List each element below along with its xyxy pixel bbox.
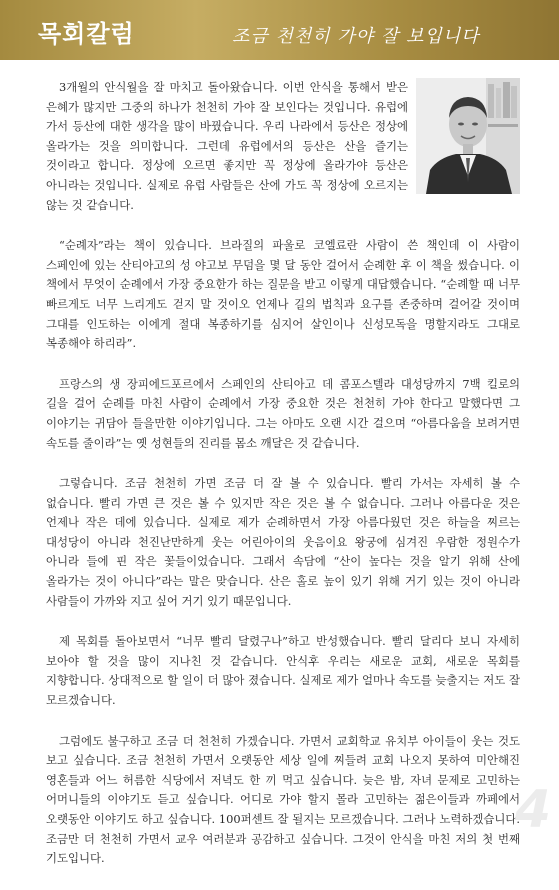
paragraph-2: “순례자”라는 책이 있습니다. 브라질의 파울로 코엘료란 사람이 쓴 책인데 이 사람이 스페인에 있는 산티아고의 성 야고보 무덤을 몇 달 동안 걸어서 순례한 후 이 책을 썼습니다. 이 책에서 무엇이 순례에서 가장 중요한가 하는 질문을 받고 이렇게 대답했습니다. “순례할 때 너무 빠르게도 너무 느리게도 걷지 말 것이오 언제나 길의 법칙과 요구를 존중하며 걸어갈 것이며 그대를 인도하는 이에게 절대 복종하기를 심지어 살인이나 신성모독을 명할지라도 그대로 복종해야 하리라”. xyxy=(46,238,520,351)
portrait-image xyxy=(416,78,520,194)
column-title: 목회칼럼 xyxy=(38,20,135,48)
article-body xyxy=(46,78,520,890)
paragraph-4: 그렇습니다. 조금 천천히 가면 조금 더 잘 볼 수 있습니다. 빨리 가서는 자세히 볼 수 없습니다. 빨리 가면 큰 것은 볼 수 있지만 작은 것은 볼 수 없습니다. 그러나 아름다운 것은 언제나 작은 데에 있습니다. 실제로 제가 순례하면서 가장 아름다웠던 것은 하늘을 찌르는 대성당이 아니라 천진난만하게 웃는 어린아이의 웃음이요 왕궁에 심겨진 우람한 정원수가 아니라 들에 핀 작은 꽃들이었습니다. 그래서 속담에 “산이 높다는 것을 알기 위해 산에 올라가는 것이 아니다”라는 말은 맞습니다. 산은 홀로 높이 있기 위해 거기 있는 것이 아니라 사람들이 가까와 지고 싶어 거기 있기 때문입니다. xyxy=(46,476,520,608)
column-subtitle: 조금 천천히 가야 잘 보입니다 xyxy=(232,26,480,47)
page-number-watermark: 4 xyxy=(514,780,551,840)
column-banner xyxy=(0,0,559,60)
paragraph-5: 제 목회를 돌아보면서 “너무 빨리 달렸구나”하고 반성했습니다. 빨리 달리다 보니 자세히 보아야 할 것을 많이 지나친 것 같습니다. 안식후 우리는 새로운 교회, 새로운 목회를 지향합니다. 상대적으로 할 일이 더 많아 졌습니다. 실제로 제가 얼마나 속도를 늦출지는 저도 잘 모르겠습니다. xyxy=(46,634,520,708)
paragraph-1-text: 3개월의 안식월을 잘 마치고 돌아왔습니다. 이번 안식을 통해서 받은 은혜가 많지만 그중의 하나가 천천히 가야 잘 보인다는 것입니다. 유럽에 가서 등산에 대한 생각을 많이 바꿨습니다. 우리 나라에서 등산은 정상에 올라가는 것을 의미합니다. 그런데 유럽에서의 등산은 산을 즐기는 것이라고 합니다. 정상에 오르면 좋지만 꼭 정상에 올라가야 등산은 아니라는 것입니다. 실제로 유럽 사람들은 산에 가도 꼭 정상에 오르지는 않는 것 같습니다. xyxy=(46,80,408,212)
pastor-photo xyxy=(416,78,520,194)
paragraph-1 xyxy=(46,78,520,215)
paragraph-3: 프랑스의 생 장피에드포르에서 스페인의 산티아고 데 콤포스텔라 대성당까지 7백 킬로의 길을 걸어 순례를 마친 사람이 순례에서 가장 중요한 것은 천천히 가야 한다고 말했다면 그 이야기는 귀담아 들을만한 이야기입니다. 그는 아마도 오랜 시간 걸으며 “아름다움을 보려거면 속도를 줄이라”는 옛 성현들의 진리를 몸소 깨달은 것 같습니다. xyxy=(46,376,520,450)
paragraph-6: 그럼에도 불구하고 조금 더 천천히 가겠습니다. 가면서 교회학교 유치부 아이들이 웃는 것도 보고 싶습니다. 조금 천천히 가면서 오랫동안 세상 일에 찌들려 교회 나오지 못하여 미안해진 영혼들과 어느 허름한 식당에서 저녁도 한 끼 먹고 싶습니다. 늦은 밤, 자녀 문제로 고민하는 어머니들의 이야기도 듣고 싶습니다. 어디로 가야 할지 몰라 고민하는 젊은이들과 까페에서 오랫동안 이야기도 하고 싶습니다. 100퍼센트 잘 될지는 모르겠습니다. 그러나 노력하겠습니다. 조금만 더 천천히 가면서 교우 여러분과 공감하고 싶습니다. 그것이 안식을 마친 저의 첫 번째 기도입니다. xyxy=(46,733,520,866)
